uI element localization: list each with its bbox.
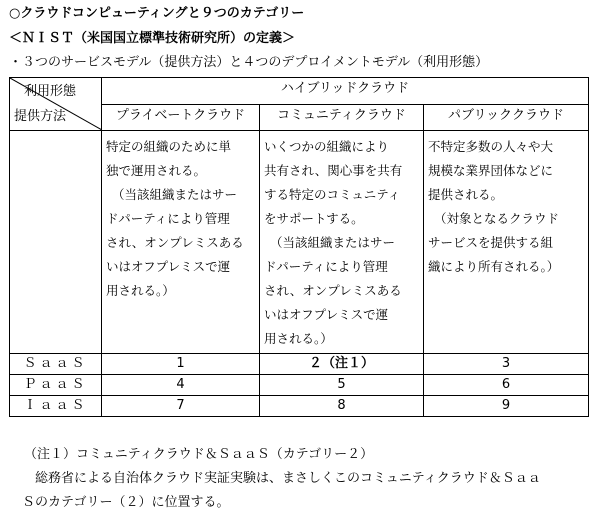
cell-category-6: 6	[424, 375, 589, 396]
corner-label-usage: 利用形態	[24, 84, 77, 99]
hybrid-cloud-header: ハイブリッドクラウド	[102, 78, 589, 105]
cell-category-3: 3	[424, 354, 589, 375]
cell-category-1: 1	[102, 354, 260, 375]
note-body-line2: Ｓのカテゴリー（２）に位置する。	[22, 495, 230, 510]
desc-private-cloud: 特定の組織のために単 独で運用される。 （当該組織またはサー ドパーティにより管理 され、オンプレミスある いはオフプレミスで運 用される。）	[102, 131, 260, 354]
corner-label-provision: 提供方法	[14, 109, 67, 124]
cell-category-5: 5	[260, 375, 424, 396]
table-row	[10, 354, 589, 375]
table-row	[10, 375, 589, 396]
desc-row-label	[10, 131, 102, 354]
header-private-cloud: プライベートクラウド	[102, 104, 260, 131]
cell-category-9: 9	[424, 396, 589, 417]
desc-community-cloud: いくつかの組織により 共有され、関心事を共有 する特定のコミュニティ をサポートする。 （当該組織またはサー ドパーティにより管理 され、オンプレミスある いはオフプレミスで運 用される。）	[260, 131, 424, 354]
header-public-cloud: パブリッククラウド	[424, 104, 589, 131]
heading-title: ○クラウドコンピューティングと９つのカテゴリー	[9, 6, 305, 21]
cell-category-4: 4	[102, 375, 260, 396]
cloud-category-table	[9, 77, 589, 417]
note-title: （注１）コミュニティクラウド＆ＳａａＳ（カテゴリー２）	[24, 447, 374, 462]
row-label-paas: ＰａａＳ	[10, 375, 102, 396]
cell-category-8: 8	[260, 396, 424, 417]
cell-category-7: 7	[102, 396, 260, 417]
header-community-cloud: コミュニティクラウド	[260, 104, 424, 131]
desc-public-cloud: 不特定多数の人々や大 規模な業界団体などに 提供される。 （対象となるクラウド サービスを提供する組 織により所有される。）	[424, 131, 589, 354]
row-label-iaas: ＩａａＳ	[10, 396, 102, 417]
cell-category-2: ２（注１）	[260, 354, 424, 375]
corner-cell	[10, 78, 102, 131]
table-row	[10, 396, 589, 417]
note-body-line1: 総務省による自治体クラウド実証実験は、まさしくこのコミュニティクラウド＆Ｓａａ	[22, 471, 541, 486]
row-label-saas: ＳａａＳ	[10, 354, 102, 375]
heading-subtitle: ＜ＮＩＳＴ（米国国立標準技術研究所）の定義＞	[9, 31, 296, 46]
heading-models: ・３つのサービスモデル（提供方法）と４つのデプロイメントモデル（利用形態）	[9, 55, 489, 70]
